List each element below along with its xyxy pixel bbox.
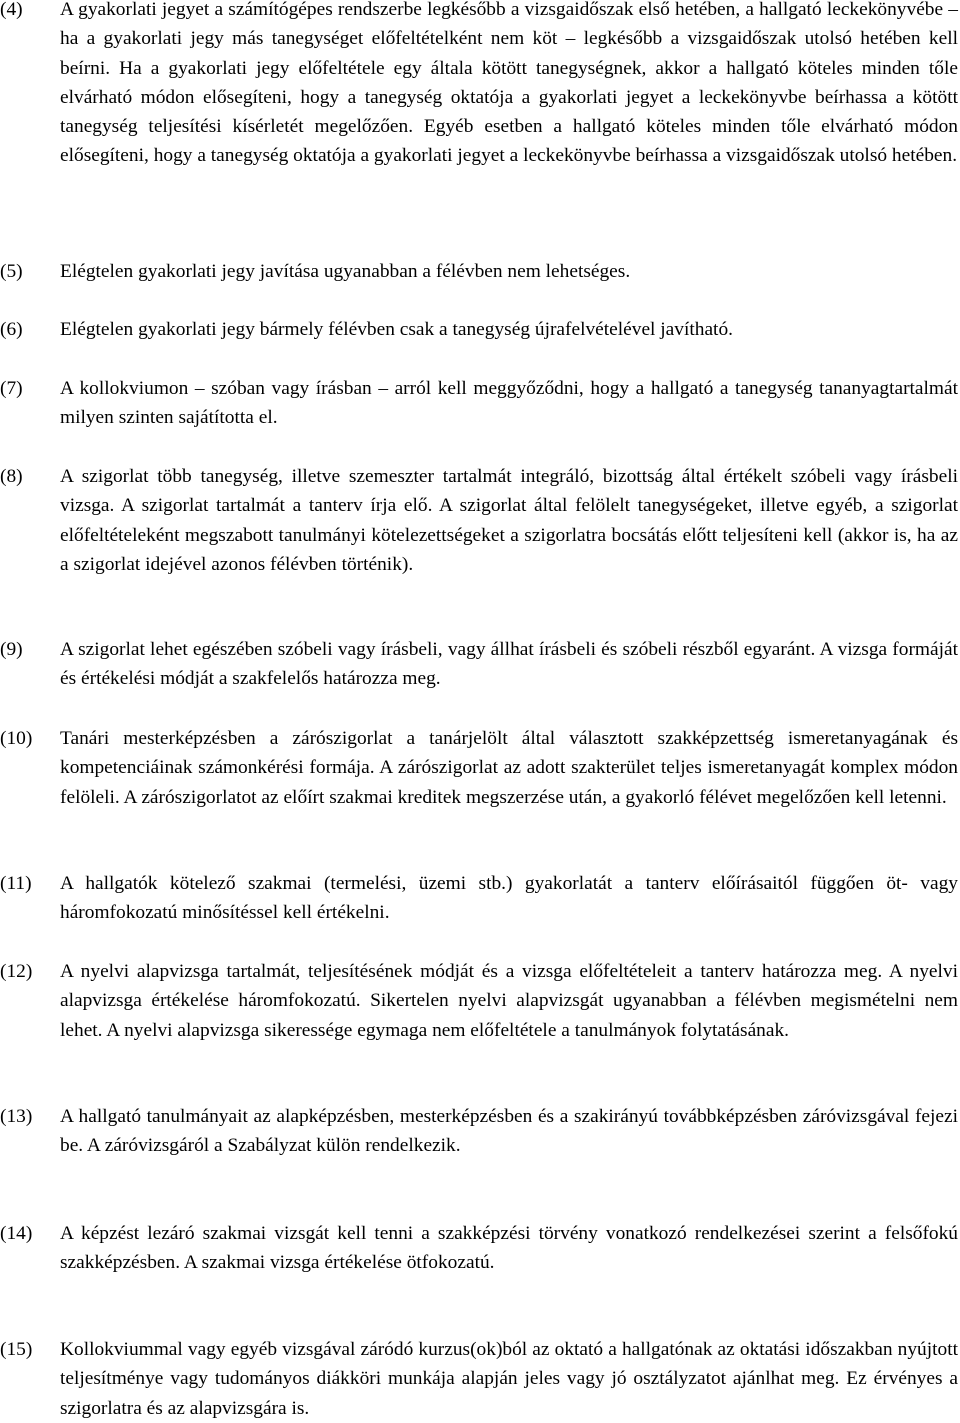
- paragraph-text: A gyakorlati jegyet a számítógépes rendszerbe legkésőbb a vizsgaidőszak első hetében, a hallgató leckekönyvébe – ha a gyakorlati jegy más tanegységet előfeltételként nem köt – legkésőbb a vizsgaidőszak utolsó hetében kell beírni. Ha a gyakorlati jegy előfeltétele egy általa kötött tanegységnek, akkor a hallgató köteles minden tőle elvárható módon elősegíteni, hogy a tanegység oktatója a gyakorlati jegyet a leckekönyvbe beírhassa a kötött tanegység teljesítési kísérletét megelőzően. Egyéb esetben a hallgató köteles minden tőle elvárható módon elősegíteni, hogy a tanegység oktatója a gyakorlati jegyet a leckekönyvbe beírhassa a vizsgaidőszak utolsó hetében.: [60, 0, 958, 167]
- paragraph-number: (5): [0, 261, 23, 282]
- paragraph-number: (12): [0, 961, 33, 982]
- paragraph-text: A szigorlat több tanegység, illetve szemeszter tartalmát integráló, bizottság által értékelt szóbeli vagy írásbeli vizsga. A szigorlat tartalmát a tanterv írja elő. A szigorlat által felölelt tanegységeket, illetve egyéb, a szigorlat előfeltételeként megszabott tanulmányi kötelezettségeket a szigorlatra bocsátás előtt teljesíteni kell (akkor is, ha az a szigorlat idejével azonos félévben történik).: [60, 466, 958, 575]
- paragraph-8: [0, 462, 958, 579]
- paragraph-number: (4): [0, 0, 23, 20]
- paragraph-14: [0, 1219, 958, 1278]
- paragraph-text: A szigorlat lehet egészében szóbeli vagy írásbeli, vagy állhat írásbeli és szóbeli részből egyaránt. A vizsga formáját és értékelési módját a szakfelelős határozza meg.: [60, 639, 958, 690]
- paragraph-5: [0, 257, 958, 286]
- paragraph-number: (9): [0, 639, 23, 660]
- paragraph-4: [0, 0, 958, 171]
- paragraph-10: [0, 724, 958, 812]
- paragraph-15: [0, 1335, 958, 1423]
- paragraph-number: (6): [0, 319, 23, 340]
- paragraph-12: [0, 957, 958, 1045]
- paragraph-number: (7): [0, 378, 23, 399]
- paragraph-text: Tanári mesterképzésben a zárószigorlat a tanárjelölt által választott szakképzettség ismeretanyagának és kompetenciáinak számonkérési formája. A zárószigorlat az adott szakterület teljes ismeretanyagát komplex módon felöleli. A zárószigorlatot az előírt szakmai kreditek megszerzése után, a gyakorló félévet megelőzően kell letenni.: [60, 728, 958, 808]
- paragraph-6: [0, 315, 958, 344]
- paragraph-text: Kollokviummal vagy egyéb vizsgával záródó kurzus(ok)ból az oktató a hallgatónak az oktatási időszakban nyújtott teljesítménye vagy tudományos diákköri munkája alapján jeles vagy jó osztályzatot ajánlhat meg. Ez érvényes a szigorlatra és az alapvizsgára is.: [60, 1339, 958, 1419]
- paragraph-number: (13): [0, 1106, 33, 1127]
- paragraph-text: A kollokviumon – szóban vagy írásban – arról kell meggyőződni, hogy a hallgató a tanegység tananyagtartalmát milyen szinten sajátította el.: [60, 378, 958, 429]
- paragraph-number: (8): [0, 466, 23, 487]
- paragraph-number: (11): [0, 873, 32, 894]
- paragraph-number: (14): [0, 1223, 33, 1244]
- paragraph-7: [0, 374, 958, 433]
- paragraph-text: A nyelvi alapvizsga tartalmát, teljesítésének módját és a vizsga előfeltételeit a tanterv határozza meg. A nyelvi alapvizsga értékelése háromfokozatú. Sikertelen nyelvi alapvizsgát ugyanabban a félévben megismételni nem lehet. A nyelvi alapvizsga sikeressége egymaga nem előfeltétele a tanulmányok folytatásának.: [60, 961, 958, 1041]
- paragraph-number: (10): [0, 728, 33, 749]
- paragraph-text: A hallgatók kötelező szakmai (termelési, üzemi stb.) gyakorlatát a tanterv előírásaitól függően öt- vagy háromfokozatú minősítéssel kell értékelni.: [60, 873, 958, 924]
- paragraph-9: [0, 635, 958, 694]
- paragraph-text: Elégtelen gyakorlati jegy bármely félévben csak a tanegység újrafelvételével javítható.: [60, 319, 733, 340]
- paragraph-11: [0, 869, 958, 928]
- paragraph-text: A képzést lezáró szakmai vizsgát kell tenni a szakképzési törvény vonatkozó rendelkezései szerint a felsőfokú szakképzésben. A szakmai vizsga értékelése ötfokozatú.: [60, 1223, 958, 1274]
- paragraph-13: [0, 1102, 958, 1161]
- paragraph-text: Elégtelen gyakorlati jegy javítása ugyanabban a félévben nem lehetséges.: [60, 261, 631, 282]
- paragraph-text: A hallgató tanulmányait az alapképzésben, mesterképzésben és a szakirányú továbbképzésben záróvizsgával fejezi be. A záróvizsgáról a Szabályzat külön rendelkezik.: [60, 1106, 958, 1157]
- paragraph-number: (15): [0, 1339, 33, 1360]
